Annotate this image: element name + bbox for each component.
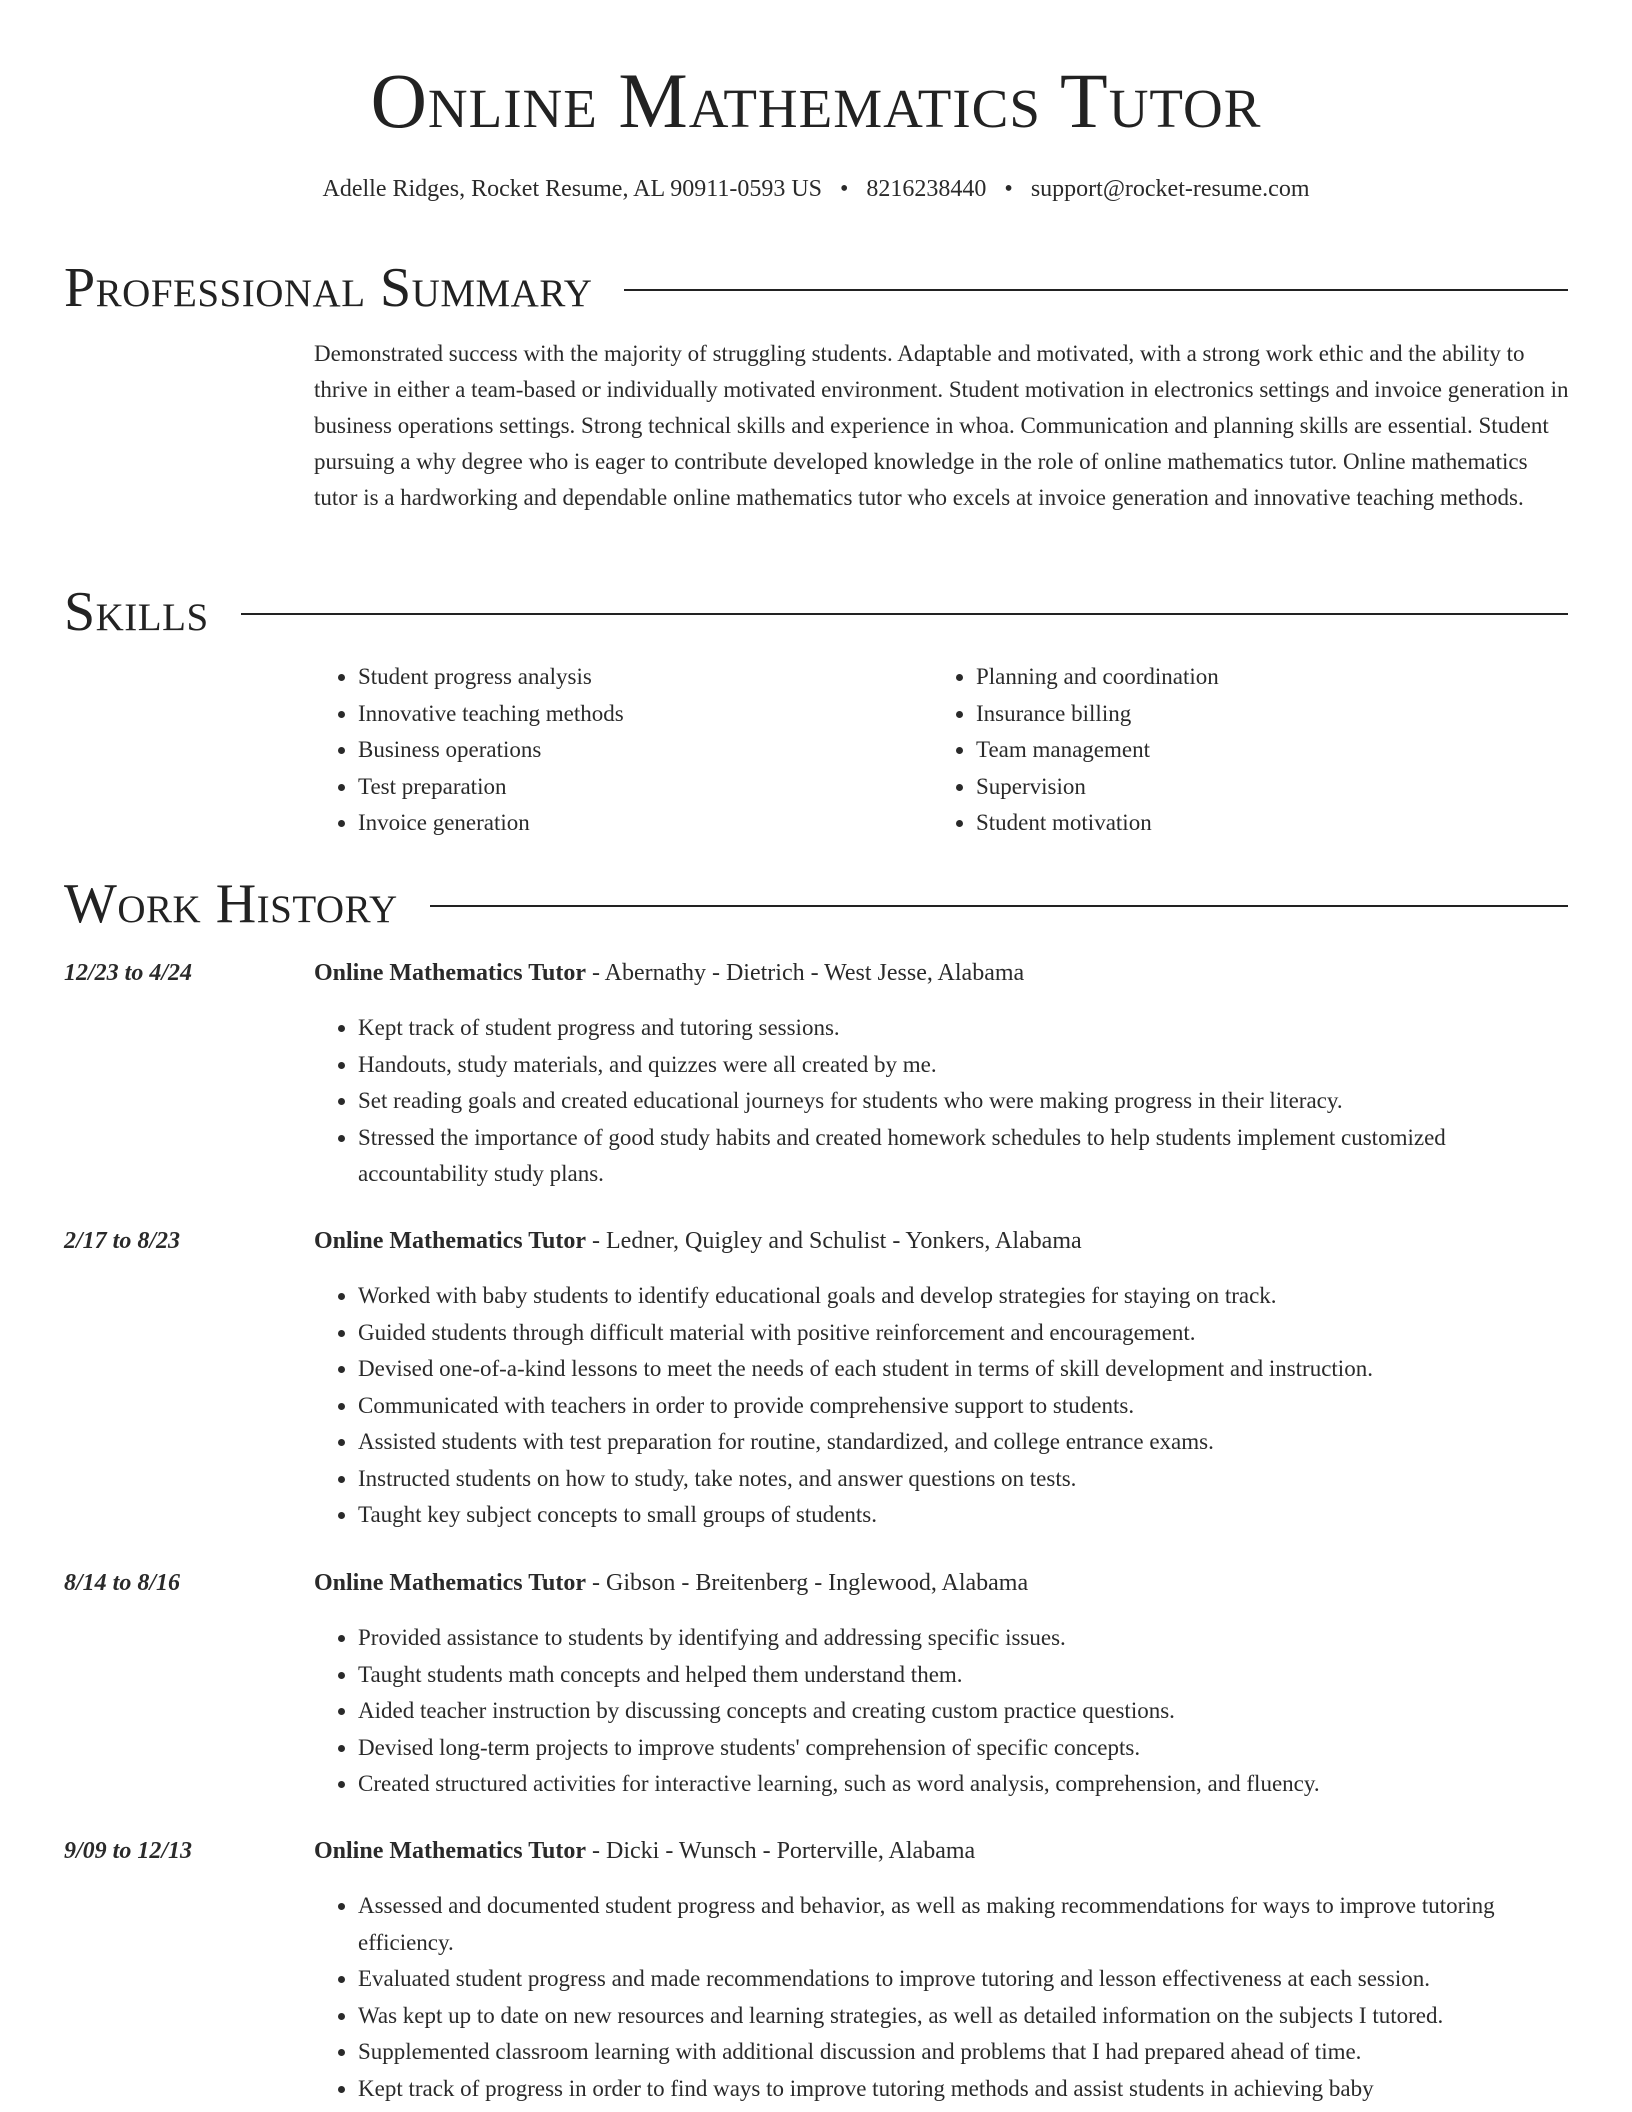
- skill-item: • Test preparation: [358, 769, 932, 806]
- skill-item: • Team management: [976, 732, 1550, 769]
- job-employer: - Ledner, Quigley and Schulist - Yonkers, Alabama: [586, 1228, 1082, 1254]
- job-role: Online Mathematics Tutor: [314, 1838, 587, 1864]
- skills-title: Skills: [64, 581, 209, 643]
- section-divider: [624, 289, 1568, 291]
- job-bullet: • Devised long-term projects to improve students' comprehension of specific concepts.: [358, 1730, 1570, 1767]
- job-bullet: • Communicated with teachers in order to provide comprehensive support to students.: [358, 1388, 1570, 1425]
- skill-item: • Insurance billing: [976, 696, 1550, 733]
- resume-name: Online Mathematics Tutor: [370, 57, 1262, 144]
- job-heading: [314, 1570, 1028, 1597]
- job-role: Online Mathematics Tutor: [314, 960, 587, 986]
- job-bullet: • Guided students through difficult material with positive reinforcement and encouragement.: [358, 1315, 1570, 1352]
- skill-item: • Student progress analysis: [358, 659, 932, 696]
- skill-item: • Supervision: [976, 769, 1550, 806]
- job-bullet: • Taught key subject concepts to small groups of students.: [358, 1497, 1570, 1534]
- contact-address: Adelle Ridges, Rocket Resume, AL 90911-0593 US: [322, 176, 822, 202]
- job-employer: - Gibson - Breitenberg - Inglewood, Alabama: [586, 1570, 1029, 1596]
- contact-separator: •: [1004, 176, 1013, 202]
- job-heading: [314, 1228, 1082, 1255]
- skills-list: [314, 659, 1570, 842]
- job-bullet: • Instructed students on how to study, take notes, and answer questions on tests.: [358, 1461, 1570, 1498]
- work-section-heading: [64, 874, 1568, 934]
- job-bullet: • Assessed and documented student progress and behavior, as well as making recommendations for ways to improve tutoring efficiency.: [358, 1888, 1570, 1961]
- contact-email[interactable]: support@rocket-resume.com: [1030, 176, 1310, 202]
- job-bullet: • Stressed the importance of good study habits and created homework schedules to help students implement customized accountability study plans.: [358, 1120, 1570, 1193]
- job-dates: 12/23 to 4/24: [64, 960, 193, 986]
- skill-item: • Innovative teaching methods: [358, 696, 932, 733]
- summary-text: Demonstrated success with the majority of struggling students. Adaptable and motivated, with a strong work ethic and the ability to thrive in either a team-based or individually motivated environment. Student motivation in electronics settings and invoice generation in business operations settings. Strong technical skills and experience in whoa. Communication and planning skills are essential. Student pursuing a why degree who is eager to contribute developed knowledge in the role of online mathematics tutor. Online mathematics tutor is a hardworking and dependable online mathematics tutor who excels at invoice generation and innovative teaching methods.: [314, 341, 1569, 510]
- job-bullets: [314, 1620, 1570, 1803]
- job-employer: - Abernathy - Dietrich - West Jesse, Alabama: [586, 960, 1025, 986]
- job-bullets: [314, 1278, 1570, 1534]
- job-bullet: • Created structured activities for interactive learning, such as word analysis, comprehension, and fluency.: [358, 1766, 1570, 1803]
- job-bullet: • Aided teacher instruction by discussing concepts and creating custom practice questions.: [358, 1693, 1570, 1730]
- skills-section-heading: [64, 582, 1568, 642]
- skill-item: • Planning and coordination: [976, 659, 1550, 696]
- job-bullet: • Handouts, study materials, and quizzes were all created by me.: [358, 1047, 1570, 1084]
- job-bullet: • Provided assistance to students by identifying and addressing specific issues.: [358, 1620, 1570, 1657]
- job-dates: 8/14 to 8/16: [64, 1570, 181, 1596]
- job-bullet: • Evaluated student progress and made recommendations to improve tutoring and lesson effectiveness at each session.: [358, 1961, 1570, 1998]
- contact-line: [0, 176, 1632, 203]
- job-bullet: • Devised one-of-a-kind lessons to meet the needs of each student in terms of skill development and instruction.: [358, 1351, 1570, 1388]
- job-role: Online Mathematics Tutor: [314, 1570, 587, 1596]
- job-bullets: [314, 1888, 1570, 2107]
- job-heading: [314, 1838, 975, 1865]
- job-bullet: • Was kept up to date on new resources and learning strategies, as well as detailed information on the subjects I tutored.: [358, 1998, 1570, 2035]
- skill-item: • Business operations: [358, 732, 932, 769]
- job-bullet: • Kept track of student progress and tutoring sessions.: [358, 1010, 1570, 1047]
- skills-column-left: [314, 659, 932, 842]
- job-role: Online Mathematics Tutor: [314, 1228, 587, 1254]
- skill-item: • Invoice generation: [358, 805, 932, 842]
- job-bullet: • Kept track of progress in order to find ways to improve tutoring methods and assist students in achieving baby: [358, 2071, 1570, 2108]
- section-divider: [241, 613, 1568, 615]
- job-bullets: [314, 1010, 1570, 1193]
- summary-section-heading: [64, 258, 1568, 318]
- summary-title: Professional Summary: [64, 257, 593, 319]
- contact-phone: 8216238440: [866, 176, 987, 202]
- job-bullet: • Worked with baby students to identify educational goals and develop strategies for staying on track.: [358, 1278, 1570, 1315]
- job-bullet: • Supplemented classroom learning with additional discussion and problems that I had prepared ahead of time.: [358, 2034, 1570, 2071]
- job-dates: 2/17 to 8/23: [64, 1228, 181, 1254]
- work-title: Work History: [64, 873, 398, 935]
- job-employer: - Dicki - Wunsch - Porterville, Alabama: [586, 1838, 976, 1864]
- job-heading: [314, 960, 1024, 987]
- section-divider: [430, 905, 1568, 907]
- job-dates: 9/09 to 12/13: [64, 1838, 193, 1864]
- contact-separator: •: [840, 176, 849, 202]
- skills-column-right: [932, 659, 1550, 842]
- skill-item: • Student motivation: [976, 805, 1550, 842]
- job-bullet: • Set reading goals and created educational journeys for students who were making progress in their literacy.: [358, 1083, 1570, 1120]
- job-bullet: • Assisted students with test preparation for routine, standardized, and college entrance exams.: [358, 1424, 1570, 1461]
- job-bullet: • Taught students math concepts and helped them understand them.: [358, 1657, 1570, 1694]
